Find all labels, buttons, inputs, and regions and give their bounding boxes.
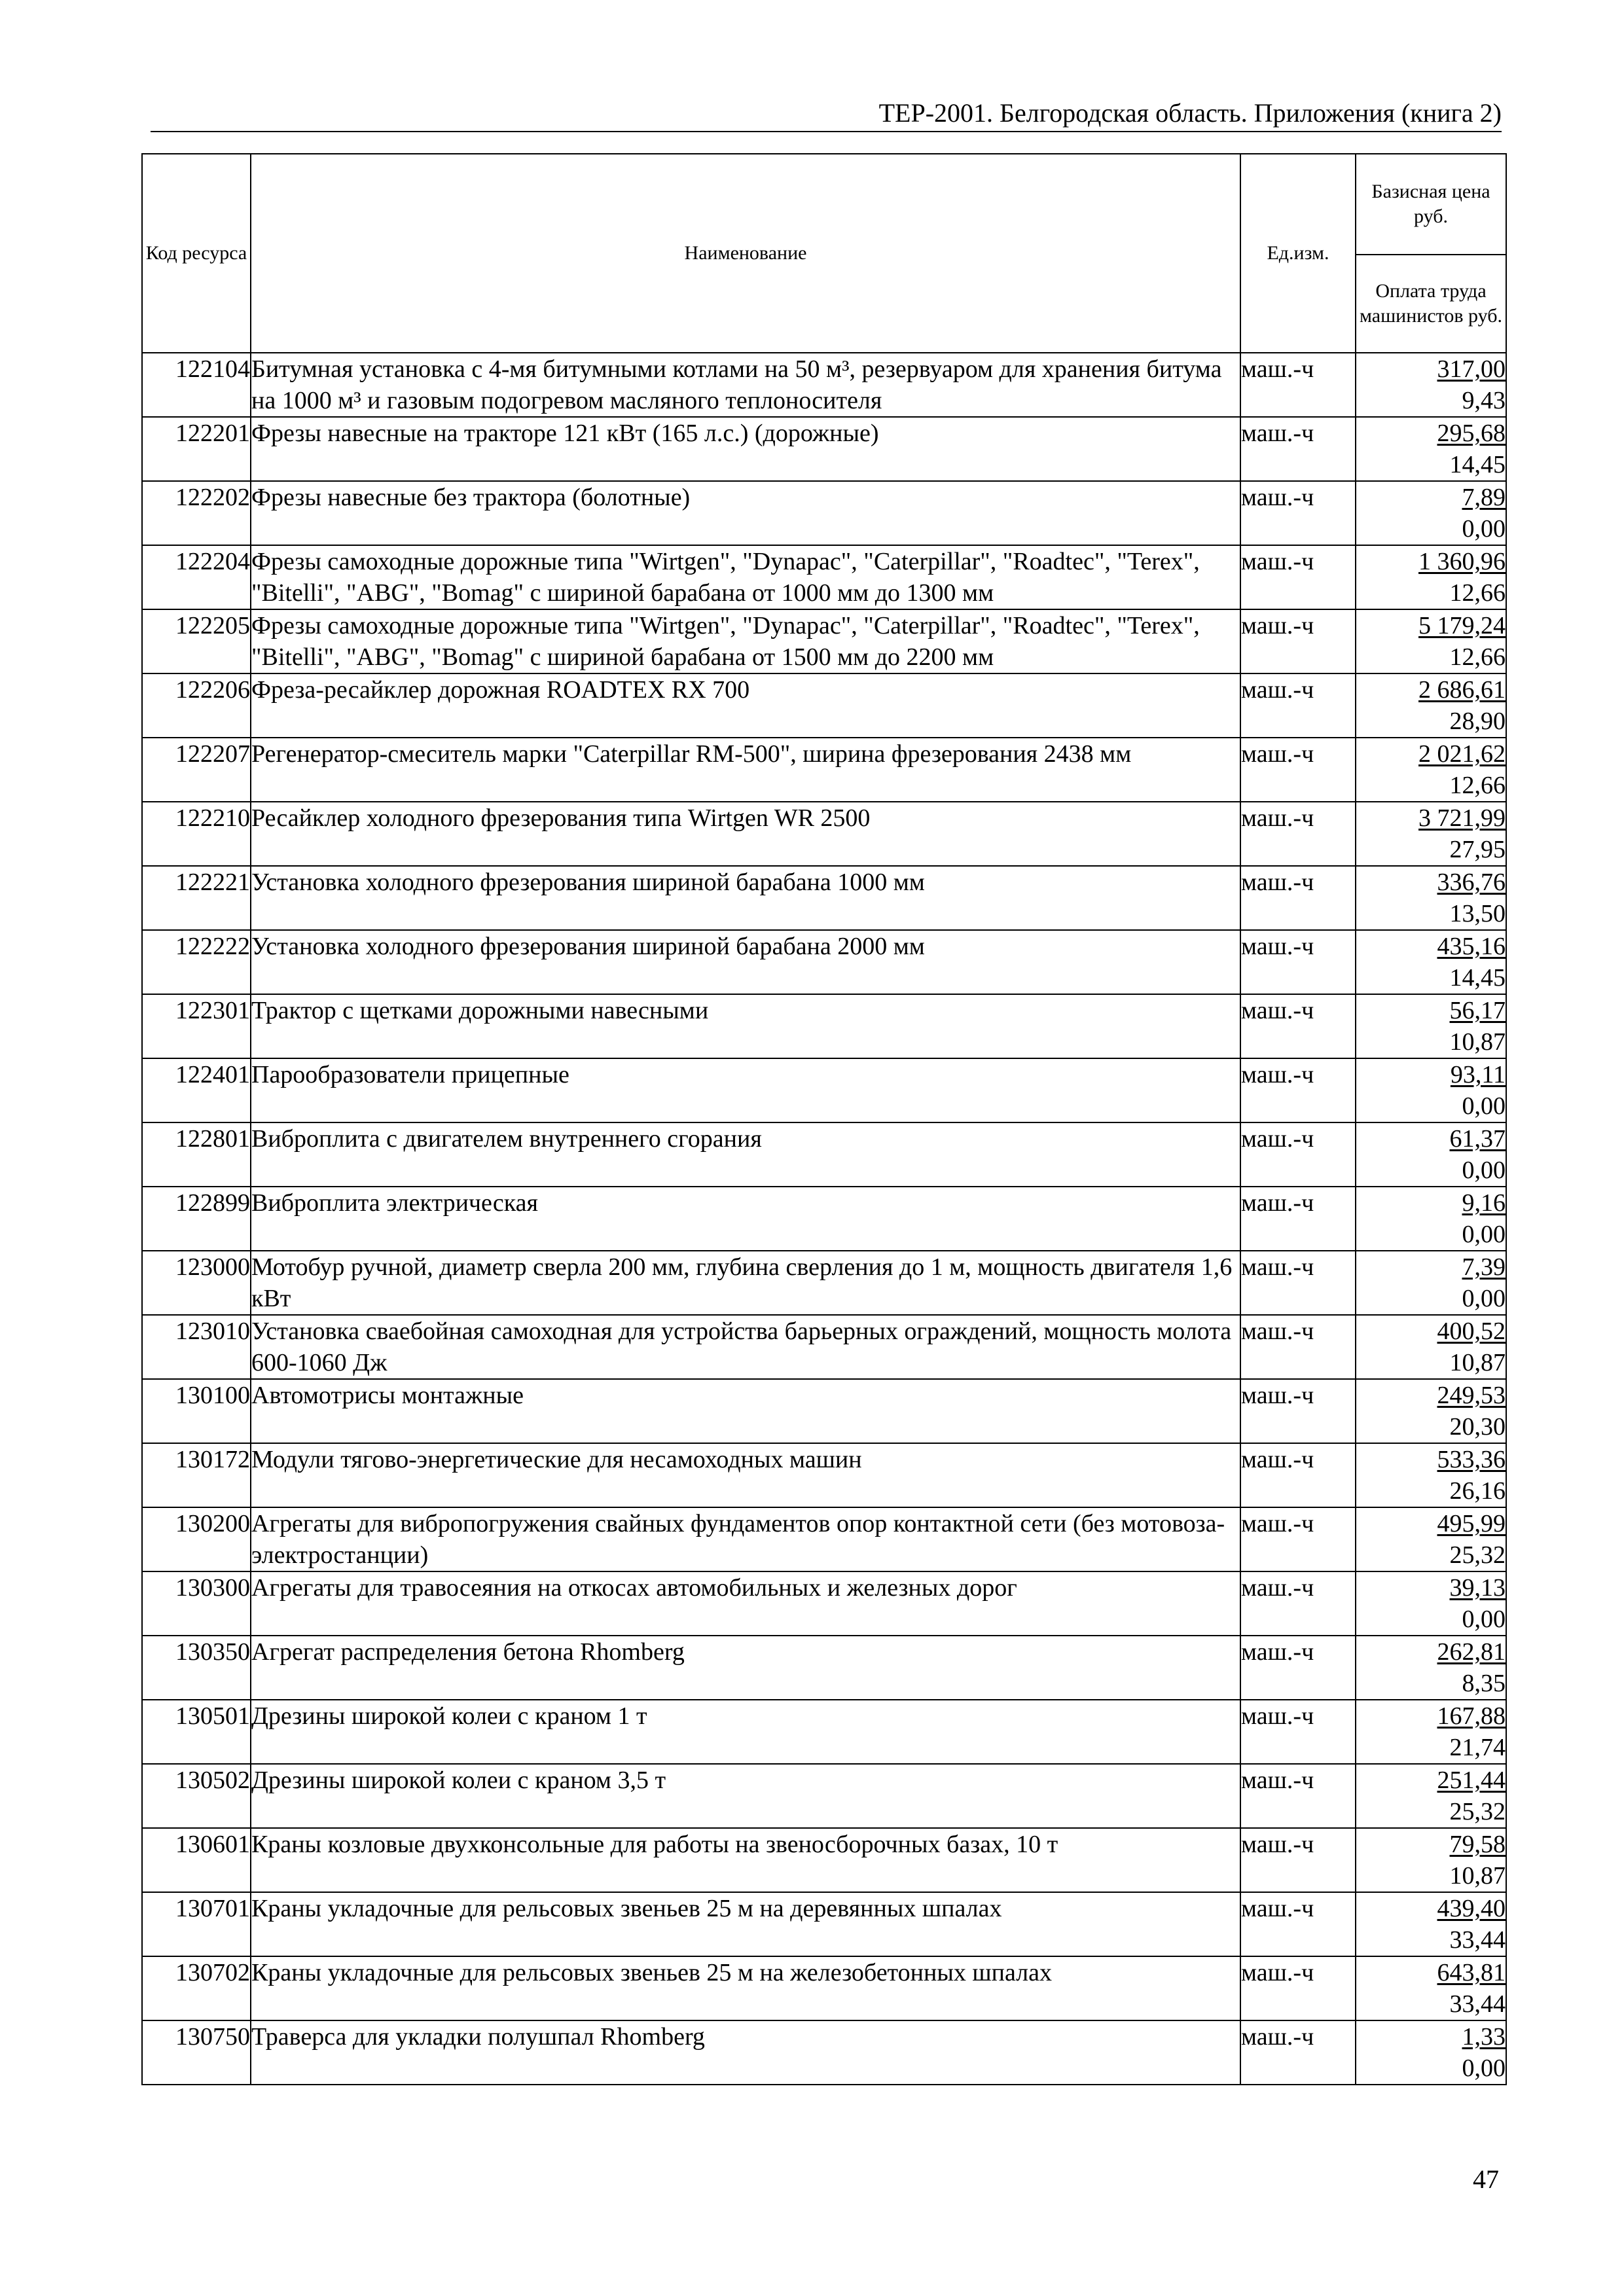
operator-pay: 14,45: [1449, 964, 1506, 992]
operator-pay: 27,95: [1449, 836, 1506, 863]
operator-pay: 25,32: [1449, 1798, 1506, 1825]
resource-code: 130300: [142, 1571, 251, 1636]
resource-name: Установка холодного фрезерования шириной барабана 1000 мм: [251, 866, 1240, 930]
base-price: 295,68: [1437, 420, 1506, 447]
resource-code: 122206: [142, 673, 251, 738]
price-cell: [1356, 1700, 1506, 1764]
base-price: 1,33: [1462, 2023, 1506, 2051]
unit-of-measure: маш.-ч: [1240, 673, 1356, 738]
operator-pay: 0,00: [1462, 1221, 1506, 1248]
unit-of-measure: маш.-ч: [1240, 994, 1356, 1058]
unit-of-measure: маш.-ч: [1240, 738, 1356, 802]
price-cell: [1356, 1187, 1506, 1251]
table-row: [142, 1828, 1506, 1892]
unit-of-measure: маш.-ч: [1240, 609, 1356, 673]
resource-code: 130200: [142, 1507, 251, 1571]
table-row: [142, 1956, 1506, 2020]
resource-code: 122204: [142, 545, 251, 609]
base-price: 400,52: [1437, 1318, 1506, 1345]
operator-pay: 33,44: [1449, 1926, 1506, 1954]
operator-pay: 13,50: [1449, 900, 1506, 927]
operator-pay: 0,00: [1462, 515, 1506, 543]
table-row: [142, 994, 1506, 1058]
base-price: 39,13: [1449, 1574, 1506, 1602]
price-cell: [1356, 738, 1506, 802]
resource-code: 130601: [142, 1828, 251, 1892]
price-cell: [1356, 1571, 1506, 1636]
operator-pay: 0,00: [1462, 1605, 1506, 1633]
operator-pay: 21,74: [1449, 1734, 1506, 1761]
unit-of-measure: маш.-ч: [1240, 866, 1356, 930]
table-row: [142, 866, 1506, 930]
price-cell: [1356, 1443, 1506, 1507]
base-price: 3 721,99: [1418, 804, 1506, 832]
operator-pay: 10,87: [1449, 1028, 1506, 1056]
operator-pay: 10,87: [1449, 1349, 1506, 1376]
unit-of-measure: маш.-ч: [1240, 1571, 1356, 1636]
resource-name: Краны укладочные для рельсовых звеньев 25 м на железобетонных шпалах: [251, 1956, 1240, 2020]
resource-name: Установка сваебойная самоходная для устройства барьерных ограждений, мощность молота 600-1060 Дж: [251, 1315, 1240, 1379]
base-price: 2 686,61: [1418, 676, 1506, 704]
resource-name: Агрегат распределения бетона Rhomberg: [251, 1636, 1240, 1700]
table-row: [142, 738, 1506, 802]
base-price: 61,37: [1449, 1125, 1506, 1153]
unit-of-measure: маш.-ч: [1240, 1315, 1356, 1379]
table-row: [142, 1571, 1506, 1636]
unit-of-measure: маш.-ч: [1240, 1443, 1356, 1507]
base-price: 251,44: [1437, 1767, 1506, 1794]
table-row: [142, 1187, 1506, 1251]
price-cell: [1356, 1507, 1506, 1571]
operator-pay: 0,00: [1462, 1092, 1506, 1120]
resource-name: Агрегаты для вибропогружения свайных фундаментов опор контактной сети (без мотовоза-электростанции): [251, 1507, 1240, 1571]
resource-code: 130100: [142, 1379, 251, 1443]
unit-of-measure: маш.-ч: [1240, 1636, 1356, 1700]
base-price: 5 179,24: [1418, 612, 1506, 639]
table-row: [142, 673, 1506, 738]
resource-code: 130702: [142, 1956, 251, 2020]
resource-name: Парообразователи прицепные: [251, 1058, 1240, 1122]
table-body: [142, 353, 1506, 2085]
unit-of-measure: маш.-ч: [1240, 1764, 1356, 1828]
table-row: [142, 802, 1506, 866]
operator-pay: 12,66: [1449, 772, 1506, 799]
unit-of-measure: маш.-ч: [1240, 1892, 1356, 1956]
table-row: [142, 609, 1506, 673]
price-cell: [1356, 1636, 1506, 1700]
table-row: [142, 1443, 1506, 1507]
resource-name: Ресайклер холодного фрезерования типа Wirtgen WR 2500: [251, 802, 1240, 866]
price-cell: [1356, 1251, 1506, 1315]
resource-code: 130350: [142, 1636, 251, 1700]
resource-name: Фрезы самоходные дорожные типа "Wirtgen", "Dynapac", "Caterpillar", "Roadtec", "Terex", "Bitelli", "ABG", "Bomag" с шириной барабана от 1000 мм до 1300 мм: [251, 545, 1240, 609]
table-row: [142, 1122, 1506, 1187]
operator-pay: 8,35: [1462, 1670, 1506, 1697]
table-row: [142, 1636, 1506, 1700]
resource-name: Виброплита электрическая: [251, 1187, 1240, 1251]
base-price: 167,88: [1437, 1702, 1506, 1730]
table-row: [142, 353, 1506, 417]
operator-pay: 0,00: [1462, 1157, 1506, 1184]
operator-pay: 28,90: [1449, 708, 1506, 735]
resource-code: 130750: [142, 2020, 251, 2085]
operator-pay: 0,00: [1462, 1285, 1506, 1312]
table-row: [142, 1700, 1506, 1764]
resource-code: 122221: [142, 866, 251, 930]
resource-code: 122201: [142, 417, 251, 481]
operator-pay: 25,32: [1449, 1541, 1506, 1569]
resource-name: Агрегаты для травосеяния на откосах автомобильных и железных дорог: [251, 1571, 1240, 1636]
base-price: 262,81: [1437, 1638, 1506, 1666]
resource-name: Фрезы навесные на тракторе 121 кВт (165 л.с.) (дорожные): [251, 417, 1240, 481]
operator-pay: 0,00: [1462, 2054, 1506, 2082]
operator-pay: 14,45: [1449, 451, 1506, 478]
resource-name: Фреза-ресайклер дорожная ROADTEX RX 700: [251, 673, 1240, 738]
table-row: [142, 1315, 1506, 1379]
price-cell: [1356, 417, 1506, 481]
unit-of-measure: маш.-ч: [1240, 1507, 1356, 1571]
resource-name: Битумная установка с 4-мя битумными котлами на 50 м³, резервуаром для хранения битума на 1000 м³ и газовым подогревом масляного теплоносителя: [251, 353, 1240, 417]
resource-name: Модули тягово-энергетические для несамоходных машин: [251, 1443, 1240, 1507]
header-name: Наименование: [251, 154, 1240, 353]
operator-pay: 10,87: [1449, 1862, 1506, 1890]
base-price: 643,81: [1437, 1959, 1506, 1986]
resource-name: Траверса для укладки полушпал Rhomberg: [251, 2020, 1240, 2085]
unit-of-measure: маш.-ч: [1240, 1956, 1356, 2020]
base-price: 249,53: [1437, 1382, 1506, 1409]
unit-of-measure: маш.-ч: [1240, 1251, 1356, 1315]
table-row: [142, 2020, 1506, 2085]
running-header: ТЕР-2001. Белгородская область. Приложения (книга 2): [878, 98, 1502, 128]
resource-code: 130701: [142, 1892, 251, 1956]
table-row: [142, 1058, 1506, 1122]
base-price: 439,40: [1437, 1895, 1506, 1922]
resource-name: Трактор с щетками дорожными навесными: [251, 994, 1240, 1058]
price-cell: [1356, 2020, 1506, 2085]
resource-name: Регенератор-смеситель марки "Caterpillar RM-500", ширина фрезерования 2438 мм: [251, 738, 1240, 802]
unit-of-measure: маш.-ч: [1240, 2020, 1356, 2085]
resource-code: 122207: [142, 738, 251, 802]
operator-pay: 33,44: [1449, 1990, 1506, 2018]
resource-price-table: [141, 153, 1507, 2085]
unit-of-measure: маш.-ч: [1240, 1122, 1356, 1187]
unit-of-measure: маш.-ч: [1240, 1058, 1356, 1122]
price-cell: [1356, 545, 1506, 609]
price-cell: [1356, 481, 1506, 545]
price-cell: [1356, 353, 1506, 417]
table-row: [142, 1379, 1506, 1443]
header-labor-pay: Оплата труда машинистов руб.: [1356, 255, 1506, 353]
header-base-price: Базисная цена руб.: [1356, 154, 1506, 255]
base-price: 533,36: [1437, 1446, 1506, 1473]
price-cell: [1356, 1379, 1506, 1443]
price-cell: [1356, 994, 1506, 1058]
resource-name: Краны укладочные для рельсовых звеньев 25 м на деревянных шпалах: [251, 1892, 1240, 1956]
price-cell: [1356, 866, 1506, 930]
operator-pay: 12,66: [1449, 579, 1506, 607]
price-cell: [1356, 609, 1506, 673]
resource-code: 122899: [142, 1187, 251, 1251]
base-price: 336,76: [1437, 869, 1506, 896]
table-row: [142, 1892, 1506, 1956]
resource-name: Установка холодного фрезерования шириной барабана 2000 мм: [251, 930, 1240, 994]
base-price: 435,16: [1437, 933, 1506, 960]
unit-of-measure: маш.-ч: [1240, 1187, 1356, 1251]
unit-of-measure: маш.-ч: [1240, 417, 1356, 481]
resource-code: 122210: [142, 802, 251, 866]
unit-of-measure: маш.-ч: [1240, 930, 1356, 994]
price-cell: [1356, 930, 1506, 994]
base-price: 9,16: [1462, 1189, 1506, 1217]
resource-name: Краны козловые двухконсольные для работы на звеносборочных базах, 10 т: [251, 1828, 1240, 1892]
header-code: Код ресурса: [142, 154, 251, 353]
resource-code: 122202: [142, 481, 251, 545]
base-price: 317,00: [1437, 355, 1506, 383]
resource-name: Дрезины широкой колеи с краном 1 т: [251, 1700, 1240, 1764]
resource-name: Дрезины широкой колеи с краном 3,5 т: [251, 1764, 1240, 1828]
operator-pay: 20,30: [1449, 1413, 1506, 1441]
base-price: 56,17: [1449, 997, 1506, 1024]
base-price: 2 021,62: [1418, 740, 1506, 768]
unit-of-measure: маш.-ч: [1240, 1379, 1356, 1443]
price-cell: [1356, 1058, 1506, 1122]
base-price: 93,11: [1450, 1061, 1506, 1088]
price-cell: [1356, 1315, 1506, 1379]
operator-pay: 26,16: [1449, 1477, 1506, 1505]
price-cell: [1356, 1122, 1506, 1187]
resource-code: 130501: [142, 1700, 251, 1764]
resource-code: 123010: [142, 1315, 251, 1379]
price-cell: [1356, 1764, 1506, 1828]
table-row: [142, 1764, 1506, 1828]
unit-of-measure: маш.-ч: [1240, 545, 1356, 609]
resource-code: 122801: [142, 1122, 251, 1187]
resource-name: Автомотрисы монтажные: [251, 1379, 1240, 1443]
resource-code: 130502: [142, 1764, 251, 1828]
resource-name: Фрезы самоходные дорожные типа "Wirtgen", "Dynapac", "Caterpillar", "Roadtec", "Terex", "Bitelli", "ABG", "Bomag" с шириной барабана от 1500 мм до 2200 мм: [251, 609, 1240, 673]
base-price: 7,89: [1462, 484, 1506, 511]
price-cell: [1356, 1828, 1506, 1892]
resource-code: 122104: [142, 353, 251, 417]
unit-of-measure: маш.-ч: [1240, 481, 1356, 545]
operator-pay: 12,66: [1449, 643, 1506, 671]
resource-code: 123000: [142, 1251, 251, 1315]
price-cell: [1356, 1892, 1506, 1956]
base-price: 79,58: [1449, 1831, 1506, 1858]
resource-name: Мотобур ручной, диаметр сверла 200 мм, глубина сверления до 1 м, мощность двигателя 1,6 кВт: [251, 1251, 1240, 1315]
header-divider: [151, 131, 1502, 132]
price-cell: [1356, 673, 1506, 738]
resource-name: Фрезы навесные без трактора (болотные): [251, 481, 1240, 545]
resource-code: 122401: [142, 1058, 251, 1122]
base-price: 495,99: [1437, 1510, 1506, 1537]
table-row: [142, 417, 1506, 481]
table-row: [142, 1251, 1506, 1315]
unit-of-measure: маш.-ч: [1240, 353, 1356, 417]
unit-of-measure: маш.-ч: [1240, 802, 1356, 866]
price-cell: [1356, 802, 1506, 866]
table-row: [142, 545, 1506, 609]
resource-code: 122205: [142, 609, 251, 673]
resource-code: 122301: [142, 994, 251, 1058]
resource-name: Виброплита с двигателем внутреннего сгорания: [251, 1122, 1240, 1187]
unit-of-measure: маш.-ч: [1240, 1700, 1356, 1764]
resource-code: 130172: [142, 1443, 251, 1507]
table-row: [142, 930, 1506, 994]
header-unit: Ед.изм.: [1240, 154, 1356, 353]
table-row: [142, 481, 1506, 545]
price-cell: [1356, 1956, 1506, 2020]
resource-code: 122222: [142, 930, 251, 994]
base-price: 7,39: [1462, 1253, 1506, 1281]
unit-of-measure: маш.-ч: [1240, 1828, 1356, 1892]
base-price: 1 360,96: [1418, 548, 1506, 575]
table-row: [142, 1507, 1506, 1571]
page-number: 47: [1473, 2164, 1499, 2194]
operator-pay: 9,43: [1462, 387, 1506, 414]
